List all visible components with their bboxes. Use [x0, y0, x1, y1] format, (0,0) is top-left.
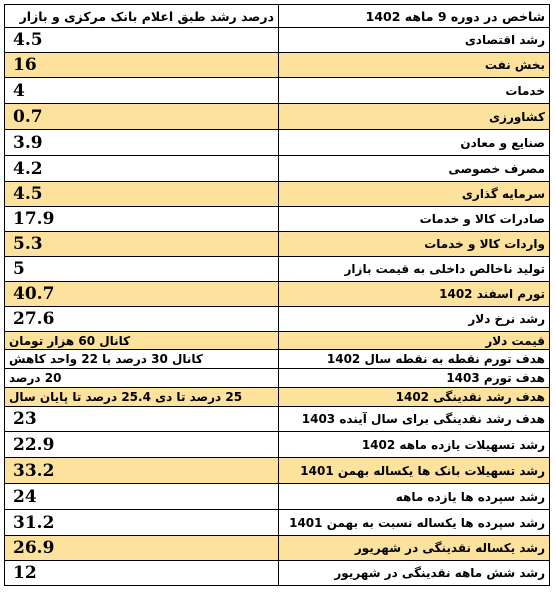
- value-cell: 31.2: [5, 510, 279, 536]
- value-cell: 4.5: [5, 28, 279, 53]
- value-cell: 25 درصد تا دی 25.4 درصد تا پایان سال: [5, 388, 279, 407]
- column-header-value: درصد رشد طبق اعلام بانک مرکزی و بازار: [5, 5, 279, 28]
- indicator-cell: قیمت دلار: [279, 332, 550, 350]
- value-cell: 27.6: [5, 307, 279, 332]
- value-cell: 3.9: [5, 130, 279, 156]
- column-header-indicator: شاخص در دوره 9 ماهه 1402: [279, 5, 550, 28]
- table-row: [5, 536, 550, 561]
- indicator-cell: رشد شش ماهه نقدینگی در شهریور: [279, 561, 550, 586]
- table-row: [5, 104, 550, 130]
- indicator-cell: هدف رشد نقدینگی 1402: [279, 388, 550, 407]
- table-row: [5, 182, 550, 207]
- value-cell: 24: [5, 484, 279, 510]
- table-row: [5, 156, 550, 182]
- indicator-cell: واردات کالا و خدمات: [279, 232, 550, 257]
- indicator-cell: کشاورزی: [279, 104, 550, 130]
- table-row: [5, 207, 550, 232]
- value-cell: 5.3: [5, 232, 279, 257]
- indicator-cell: صنایع و معادن: [279, 130, 550, 156]
- value-cell: 26.9: [5, 536, 279, 561]
- value-cell: 40.7: [5, 282, 279, 307]
- table-row: [5, 282, 550, 307]
- table-row: [5, 257, 550, 282]
- table-row: [5, 510, 550, 536]
- value-cell: 22.9: [5, 432, 279, 458]
- table-row: [5, 484, 550, 510]
- value-cell: کانال 30 درصد با 22 واحد کاهش: [5, 350, 279, 369]
- table-row: [5, 432, 550, 458]
- indicator-cell: تولید ناخالص داخلی به قیمت بازار: [279, 257, 550, 282]
- indicator-cell: تورم اسفند 1402: [279, 282, 550, 307]
- indicator-cell: هدف تورم نقطه به نقطه سال 1402: [279, 350, 550, 369]
- table-row: [5, 561, 550, 586]
- value-cell: 4.2: [5, 156, 279, 182]
- table-row: [5, 458, 550, 484]
- table-row: [5, 332, 550, 350]
- table-row: [5, 53, 550, 78]
- table-body: [5, 28, 550, 586]
- value-cell: 0.7: [5, 104, 279, 130]
- indicator-cell: رشد یکساله نقدینگی در شهریور: [279, 536, 550, 561]
- growth-indicators-table: [4, 4, 550, 586]
- value-cell: 33.2: [5, 458, 279, 484]
- value-cell: 5: [5, 257, 279, 282]
- indicator-cell: رشد سپرده ها یازده ماهه: [279, 484, 550, 510]
- indicator-cell: مصرف خصوصی: [279, 156, 550, 182]
- table-row: [5, 78, 550, 104]
- table-row: [5, 28, 550, 53]
- table-row: [5, 232, 550, 257]
- table-row: [5, 307, 550, 332]
- indicator-cell: رشد تسهیلات یازده ماهه 1402: [279, 432, 550, 458]
- value-cell: 12: [5, 561, 279, 586]
- indicator-cell: سرمایه گذاری: [279, 182, 550, 207]
- indicator-cell: هدف تورم 1403: [279, 369, 550, 388]
- table-row: [5, 369, 550, 388]
- indicator-cell: هدف رشد نقدینگی برای سال آینده 1403: [279, 407, 550, 432]
- value-cell: 4: [5, 78, 279, 104]
- value-cell: 4.5: [5, 182, 279, 207]
- value-cell: 17.9: [5, 207, 279, 232]
- value-cell: کانال 60 هزار تومان: [5, 332, 279, 350]
- indicator-cell: رشد نرخ دلار: [279, 307, 550, 332]
- indicator-cell: رشد سپرده ها یکساله نسبت به بهمن 1401: [279, 510, 550, 536]
- table-row: [5, 130, 550, 156]
- value-cell: 23: [5, 407, 279, 432]
- table-row: [5, 388, 550, 407]
- indicator-cell: بخش نفت: [279, 53, 550, 78]
- value-cell: 20 درصد: [5, 369, 279, 388]
- value-cell: 16: [5, 53, 279, 78]
- table-row: [5, 407, 550, 432]
- indicator-cell: خدمات: [279, 78, 550, 104]
- indicator-cell: رشد اقتصادی: [279, 28, 550, 53]
- table-row: [5, 350, 550, 369]
- indicator-cell: رشد تسهیلات بانک ها یکساله بهمن 1401: [279, 458, 550, 484]
- indicator-cell: صادرات کالا و خدمات: [279, 207, 550, 232]
- table-header-row: [5, 5, 550, 28]
